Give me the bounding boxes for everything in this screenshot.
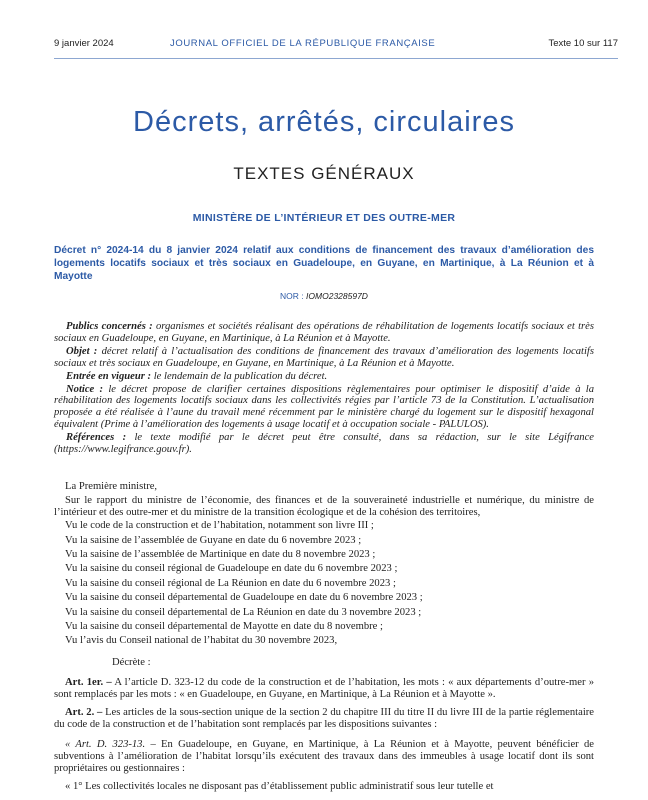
notice-label: Objet : bbox=[66, 345, 98, 357]
article-d-323-13 bbox=[54, 739, 594, 775]
notice-label: Références : bbox=[66, 432, 127, 444]
notice-text: le décret propose de clarifier certaines dispositions règlementaires pour optimiser le dispositif d’aide à la réhabilitation des logements locatifs sociaux dans les collectivités régies par l’article 73 de la Constitution. L’actualisation proposée a été réalisée à l’aune du travail mené récemment par le ministère chargé du logement sur le dispositif hexagonal équivalent (Prime à l’amélioration des logements à usage locatif et à occupation sociale - PALULOS). bbox=[54, 383, 594, 431]
nor-label: NOR : bbox=[280, 291, 304, 301]
notice-label: Entrée en vigueur : bbox=[66, 370, 152, 382]
notice-text: organismes et sociétés réalisant des opérations de réhabilitation de logements locatifs sociaux et très sociaux en Guadeloupe, en Guyane, en Martinique, à La Réunion et à Mayotte. bbox=[54, 321, 594, 344]
notice-block bbox=[54, 321, 594, 457]
vu-line: Vu l’avis du Conseil national de l’habitat du 30 novembre 2023, bbox=[65, 635, 338, 647]
intro-line: La Première ministre, bbox=[65, 481, 158, 492]
notice-paragraph bbox=[54, 432, 594, 456]
vu-line: Vu le code de la construction et de l’habitation, notamment son livre III ; bbox=[65, 520, 374, 532]
notice-text: le texte modifié par le décret peut être consulté, dans sa rédaction, sur le site Légifrance (https://www.legifrance.gouv.fr). bbox=[54, 432, 595, 456]
decree-body bbox=[54, 481, 594, 795]
notice-paragraph bbox=[54, 384, 594, 432]
notice-paragraph bbox=[54, 346, 594, 370]
notice-text: le lendemain de la publication du décret. bbox=[153, 370, 328, 382]
article-label: Art. 2. – bbox=[65, 707, 103, 719]
decrete-line: Décrète : bbox=[112, 657, 151, 669]
article-1 bbox=[54, 677, 594, 701]
rapport-paragraph: Sur le rapport du ministre de l’économie, des finances et de la souveraineté industrielle et numérique, du ministre de l’intérieur et des outre-mer et du ministre de la transition écologique et de la cohésion des territoires, bbox=[54, 494, 594, 518]
notice-label: Notice : bbox=[66, 383, 104, 395]
notice-label: Publics concernés : bbox=[66, 321, 153, 332]
header-text-number: Texte 10 sur 117 bbox=[548, 38, 618, 49]
header-date: 9 janvier 2024 bbox=[54, 38, 114, 49]
article-label: Art. 1er. – bbox=[65, 677, 112, 689]
ministry-heading: MINISTÈRE DE L’INTÉRIEUR ET DES OUTRE-MER bbox=[192, 212, 456, 224]
section-title: TEXTES GÉNÉRAUX bbox=[233, 164, 415, 183]
notice-text: décret relatif à l’actualisation des conditions de financement des travaux d’amélioration des logements locatifs sociaux et très sociaux en Guadeloupe, en Guyane, en Martinique, à La Réunion et à Mayotte. bbox=[54, 345, 594, 369]
page-title: Décrets, arrêtés, circulaires bbox=[133, 106, 515, 138]
notice-paragraph bbox=[54, 321, 594, 345]
header-journal-title: JOURNAL OFFICIEL DE LA RÉPUBLIQUE FRANÇAISE bbox=[170, 38, 436, 49]
article-text: Les articles de la sous-section unique de la section 2 du chapitre III du titre II du livre III de la partie réglementaire du code de la construction et de l’habitation sont remplacés par les dispositions suivantes : bbox=[54, 707, 594, 731]
nor-value: IOMO2328597D bbox=[306, 291, 368, 301]
header-divider bbox=[54, 58, 618, 59]
vu-line: Vu la saisine du conseil régional de La Réunion en date du 6 novembre 2023 ; bbox=[65, 577, 396, 589]
decree-title: Décret n° 2024-14 du 8 janvier 2024 relatif aux conditions de financement des travaux d’amélioration des logements locatifs sociaux et très sociaux en Guadeloupe, en Guyane, en Martinique, à La Réunion et à Mayotte bbox=[54, 245, 594, 282]
notice-paragraph bbox=[54, 371, 594, 383]
article-text: A l’article D. 323-12 du code de la construction et de l’habitation, les mots : « aux départements d’outre-mer » sont remplacés par les mots : « en Guadeloupe, en Guyane, en Martinique, à La Réunion et à Mayotte ». bbox=[54, 677, 594, 701]
vu-line: Vu la saisine du conseil régional de Guadeloupe en date du 6 novembre 2023 ; bbox=[65, 563, 398, 575]
article-2 bbox=[54, 707, 594, 731]
list-item: « 1° Les collectivités locales ne disposant pas d’établissement public administratif sous leur tutelle et bbox=[65, 781, 494, 793]
running-header bbox=[54, 38, 618, 52]
nor-reference bbox=[0, 291, 648, 301]
vu-line: Vu la saisine du conseil départemental de La Réunion en date du 3 novembre 2023 ; bbox=[65, 606, 422, 618]
vu-line: Vu la saisine du conseil départemental de Guadeloupe en date du 6 novembre 2023 ; bbox=[65, 592, 423, 604]
article-text: – En Guadeloupe, en Guyane, en Martinique, à La Réunion et à Mayotte, peuvent bénéficier de subventions à l’amélioration de l’habitat lorsqu’ils exécutent des travaux dans des immeubles à usage locatif dont ils sont propriétaires ou gestionnaires : bbox=[54, 739, 594, 775]
vu-line: Vu la saisine de l’assemblée de Guyane en date du 6 novembre 2023 ; bbox=[65, 534, 362, 546]
vu-line: Vu la saisine de l’assemblée de Martinique en date du 8 novembre 2023 ; bbox=[65, 548, 376, 560]
vu-line: Vu la saisine du conseil départemental de Mayotte en date du 8 novembre ; bbox=[65, 620, 383, 632]
article-label: « Art. D. 323-13. bbox=[65, 739, 146, 751]
